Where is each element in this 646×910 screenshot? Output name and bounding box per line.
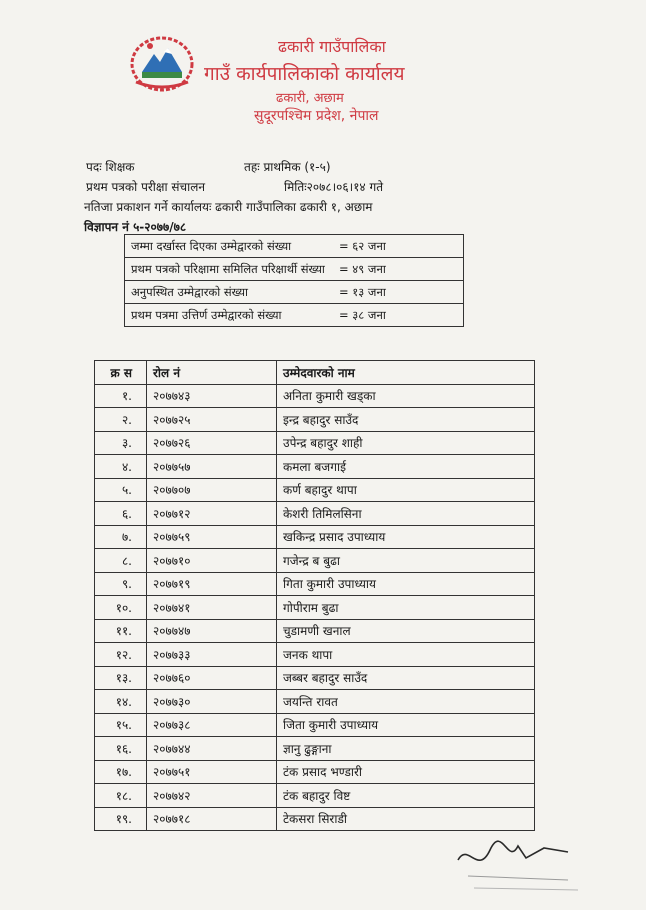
- name-cell: उपेन्द्र बहादुर शाही: [277, 431, 535, 455]
- summary-value: = ३८ जना: [339, 308, 386, 322]
- serial-cell: ४.: [95, 455, 147, 479]
- serial-cell: २.: [95, 408, 147, 432]
- name-cell: टेकसरा सिराडी: [277, 807, 535, 831]
- serial-cell: ५.: [95, 478, 147, 502]
- serial-cell: १२.: [95, 643, 147, 667]
- summary-row: [125, 235, 463, 258]
- table-row: [95, 502, 535, 526]
- summary-label: जम्मा दर्खास्त दिएका उम्मेद्वारको संख्या: [131, 239, 292, 253]
- roll-cell: २०७७१२: [147, 502, 277, 526]
- exam-label: प्रथम पत्रको परीक्षा संचालन: [86, 180, 206, 194]
- table-row: [95, 384, 535, 408]
- serial-cell: १५.: [95, 713, 147, 737]
- level-label: तहः प्राथमिक (१-५): [244, 160, 331, 174]
- roll-cell: २०७७५७: [147, 455, 277, 479]
- letterhead-address: ढकारी, अछाम: [276, 91, 344, 106]
- serial-cell: १०.: [95, 596, 147, 620]
- date-label: मितिः२०७८।०६।१४ गते: [284, 180, 384, 194]
- table-row: [95, 737, 535, 761]
- roll-cell: २०७७४३: [147, 384, 277, 408]
- roll-cell: २०७७४२: [147, 784, 277, 808]
- header-roll: रोल नं: [147, 361, 277, 385]
- name-cell: कमला बजगाई: [277, 455, 535, 479]
- roll-cell: २०७७४१: [147, 596, 277, 620]
- roll-cell: २०७७५१: [147, 760, 277, 784]
- roll-cell: २०७७३८: [147, 713, 277, 737]
- roll-cell: २०७७३०: [147, 690, 277, 714]
- header-serial: क्र स: [95, 361, 147, 385]
- letterhead-municipality: ढकारी गाउँपालिका: [278, 37, 386, 56]
- summary-row: [125, 281, 463, 304]
- name-cell: टंक बहादुर विष्ट: [277, 784, 535, 808]
- roll-cell: २०७७४४: [147, 737, 277, 761]
- roll-cell: २०७७५९: [147, 525, 277, 549]
- name-cell: टंक प्रसाद भण्डारी: [277, 760, 535, 784]
- roll-cell: २०७७१९: [147, 572, 277, 596]
- table-row: [95, 572, 535, 596]
- summary-label: अनुपस्थित उम्मेद्वारको संख्या: [131, 285, 249, 299]
- name-cell: गिता कुमारी उपाध्याय: [277, 572, 535, 596]
- table-row: [95, 760, 535, 784]
- roll-cell: २०७७३३: [147, 643, 277, 667]
- serial-cell: १९.: [95, 807, 147, 831]
- table-row: [95, 431, 535, 455]
- table-row: [95, 596, 535, 620]
- serial-cell: १४.: [95, 690, 147, 714]
- serial-cell: १८.: [95, 784, 147, 808]
- serial-cell: १६.: [95, 737, 147, 761]
- notice-number: विज्ञापन नं ५-२०७७/७८: [84, 220, 187, 234]
- serial-cell: १.: [95, 384, 147, 408]
- roll-cell: २०७७४७: [147, 619, 277, 643]
- letterhead-province: सुदूरपश्चिम प्रदेश, नेपाल: [254, 108, 379, 124]
- letterhead-office: गाउँ कार्यपालिकाको कार्यालय: [204, 63, 405, 85]
- table-row: [95, 619, 535, 643]
- summary-label: प्रथम पत्रको परिक्षामा समिलित परिक्षार्थी संख्या: [131, 262, 325, 276]
- roll-cell: २०७७१८: [147, 807, 277, 831]
- roll-cell: २०७७२५: [147, 408, 277, 432]
- roll-cell: २०७७६०: [147, 666, 277, 690]
- name-cell: जब्बर बहादुर साउँद: [277, 666, 535, 690]
- serial-cell: ६.: [95, 502, 147, 526]
- post-label: पदः शिक्षक: [86, 160, 135, 174]
- serial-cell: १३.: [95, 666, 147, 690]
- roll-cell: २०७७१०: [147, 549, 277, 573]
- summary-row: [125, 304, 463, 326]
- serial-cell: ९.: [95, 572, 147, 596]
- table-row: [95, 478, 535, 502]
- table-row: [95, 643, 535, 667]
- table-row: [95, 713, 535, 737]
- roll-cell: २०७७०७: [147, 478, 277, 502]
- summary-value: = ६२ जना: [339, 239, 386, 253]
- name-cell: खकिन्द्र प्रसाद उपाध्याय: [277, 525, 535, 549]
- table-row: [95, 807, 535, 831]
- summary-value: = ४९ जना: [339, 262, 386, 276]
- name-cell: अनिता कुमारी खड्का: [277, 384, 535, 408]
- name-cell: जयन्ति रावत: [277, 690, 535, 714]
- name-cell: गजेन्द्र ब बुढा: [277, 549, 535, 573]
- office-label: नतिजा प्रकाशन गर्ने कार्यालयः ढकारी गाउँपालिका ढकारी १, अछाम: [84, 200, 373, 214]
- table-header-row: [95, 361, 535, 385]
- serial-cell: ३.: [95, 431, 147, 455]
- name-cell: गोपीराम बुढा: [277, 596, 535, 620]
- header-name: उम्मेदवारको नाम: [277, 361, 535, 385]
- summary-label: प्रथम पत्रमा उत्तिर्ण उम्मेद्वारको संख्या: [131, 308, 282, 322]
- results-table: [94, 360, 535, 831]
- roll-cell: २०७७२६: [147, 431, 277, 455]
- summary-box: [124, 234, 464, 327]
- serial-cell: ११.: [95, 619, 147, 643]
- table-row: [95, 690, 535, 714]
- table-row: [95, 549, 535, 573]
- serial-cell: ८.: [95, 549, 147, 573]
- serial-cell: १७.: [95, 760, 147, 784]
- table-row: [95, 408, 535, 432]
- serial-cell: ७.: [95, 525, 147, 549]
- signature-mark: [448, 836, 588, 896]
- table-row: [95, 784, 535, 808]
- summary-value: = १३ जना: [339, 285, 386, 299]
- name-cell: चुडामणी खनाल: [277, 619, 535, 643]
- nepal-emblem-icon: [128, 32, 196, 92]
- name-cell: इन्द्र बहादुर साउँद: [277, 408, 535, 432]
- name-cell: ज्ञानु ढुङ्गाना: [277, 737, 535, 761]
- table-row: [95, 455, 535, 479]
- table-row: [95, 666, 535, 690]
- summary-row: [125, 258, 463, 281]
- name-cell: जिता कुमारी उपाध्याय: [277, 713, 535, 737]
- table-row: [95, 525, 535, 549]
- name-cell: केशरी तिमिलसिना: [277, 502, 535, 526]
- name-cell: कर्ण बहादुर थापा: [277, 478, 535, 502]
- name-cell: जनक थापा: [277, 643, 535, 667]
